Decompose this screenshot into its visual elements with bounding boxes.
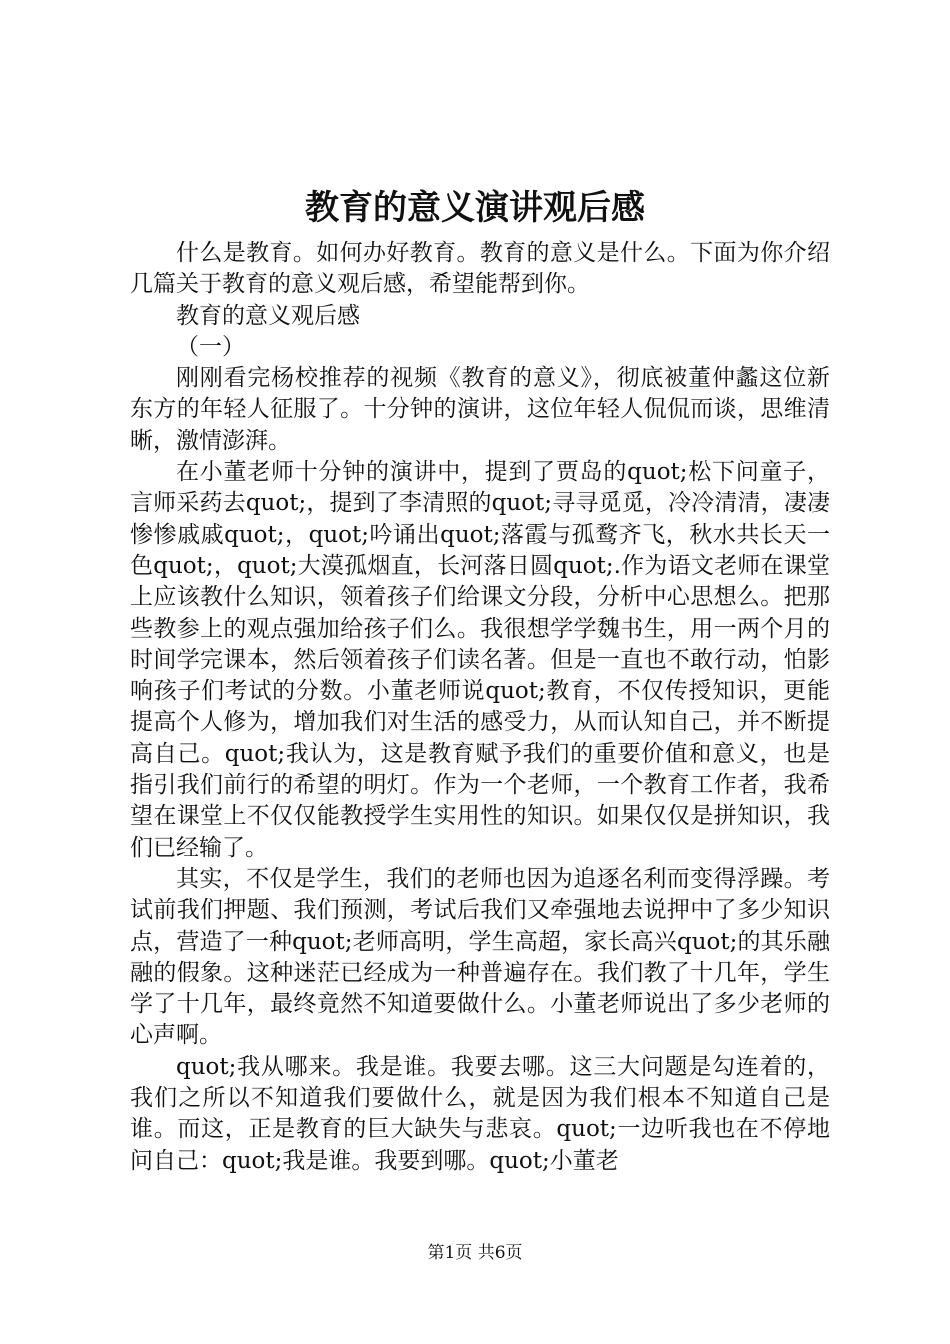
- paragraph-4: quot;我从哪来。我是谁。我要去哪。这三大问题是勾连着的，我们之所以不知道我们要做什么，就是因为我们根本不知道自己是谁。而这，正是教育的巨大缺失与悲哀。quot;一边听我也在不停地问自己：quot;我是谁。我要到哪。quot;小董老: [130, 1053, 830, 1174]
- page-footer: 第1页 共6页: [427, 1243, 523, 1263]
- document-title: 教育的意义演讲观后感: [305, 188, 645, 228]
- document-body: [130, 238, 830, 1177]
- paragraph-3: 其实，不仅是学生，我们的老师也因为追逐名利而变得浮躁。考试前我们押题、我们预测，考试后我们又牵强地去说押中了多少知识点，营造了一种quot;老师高明，学生高超，家长高兴quot;的其乐融融的假象。这种迷茫已经成为一种普遍存在。我们教了十几年，学生学了十几年，最终竟然不知道要做什么。小董老师说出了多少老师的心声啊。: [130, 865, 830, 1049]
- paragraph-subheading: 教育的意义观后感: [176, 302, 360, 329]
- paragraph-1: 刚刚看完杨校推荐的视频《教育的意义》，彻底被董仲蠡这位新东方的年轻人征服了。十分钟的演讲，这位年轻人侃侃而谈，思维清晰，激情澎湃。: [130, 365, 830, 454]
- paragraph-section-number: （一）: [176, 333, 245, 360]
- paragraph-intro: 什么是教育。如何办好教育。教育的意义是什么。下面为你介绍几篇关于教育的意义观后感，希望能帮到你。: [130, 240, 830, 298]
- paragraph-2: 在小董老师十分钟的演讲中，提到了贾岛的quot;松下问童子，言师采药去quot;，提到了李清照的quot;寻寻觅觅，冷冷清清，凄凄惨惨戚戚quot;，quot;吟诵出quot;落霞与孤鹜齐飞，秋水共长天一色quot;，quot;大漠孤烟直，长河落日圆quot;.作为语文老师在课堂上应该教什么知识，领着孩子们给课文分段，分析中心思想么。把那些教参上的观点强加给孩子们么。我很想学学魏书生，用一两个月的时间学完课本，然后领着孩子们读名著。但是一直也不敢行动，怕影响孩子们考试的分数。小董老师说quot;教育，不仅传授知识，更能提高个人修为，增加我们对生活的感受力，从而认知自己，并不断提高自己。quot;我认为，这是教育赋予我们的重要价值和意义，也是指引我们前行的希望的明灯。作为一个老师，一个教育工作者，我希望在课堂上不仅仅能教授学生实用性的知识。如果仅仅是拼知识，我们已经输了。: [130, 459, 830, 861]
